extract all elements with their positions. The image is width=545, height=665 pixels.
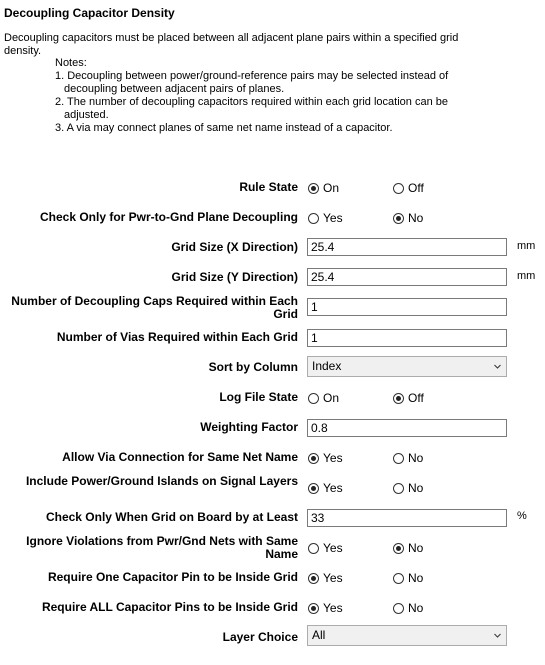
rule-state-label: Rule State xyxy=(239,180,298,194)
note-3: 3. A via may connect planes of same net name instead of a capacitor. xyxy=(55,122,393,134)
row-include-islands xyxy=(0,474,545,502)
ignore-viol-label: Ignore Violations from Pwr/Gnd Nets with Same Name xyxy=(26,534,298,561)
radio-selected-icon xyxy=(308,483,319,494)
page-title: Decoupling Capacitor Density xyxy=(4,6,175,20)
radio-unselected-icon xyxy=(393,183,404,194)
radio-unselected-icon xyxy=(308,543,319,554)
grid-y-input[interactable]: 25.4 xyxy=(307,268,507,286)
row-one-pin xyxy=(0,564,545,592)
row-num-caps xyxy=(0,294,545,322)
allow-via-yes-radio[interactable]: Yes xyxy=(308,451,343,465)
num-caps-label: Number of Decoupling Caps Required within Each Grid xyxy=(11,294,298,321)
radio-unselected-icon xyxy=(393,603,404,614)
row-log-file xyxy=(0,384,545,412)
sort-by-select[interactable] xyxy=(307,356,507,377)
all-pins-no-radio[interactable]: No xyxy=(393,601,423,615)
rule-state-off-radio[interactable]: Off xyxy=(393,181,424,195)
chevron-down-icon xyxy=(494,363,501,370)
row-grid-x xyxy=(0,234,545,262)
layer-choice-label: Layer Choice xyxy=(222,630,298,644)
note-2: 2. The number of decoupling capacitors required within each grid location can be xyxy=(55,96,448,108)
grid-x-input[interactable]: 25.4 xyxy=(307,238,507,256)
ignore-viol-no-radio[interactable]: No xyxy=(393,541,423,555)
note-1-cont: decoupling between adjacent pairs of planes. xyxy=(64,83,285,95)
radio-selected-icon xyxy=(393,543,404,554)
radio-unselected-icon xyxy=(393,483,404,494)
include-islands-no-radio[interactable]: No xyxy=(393,481,423,495)
ignore-viol-yes-radio[interactable]: Yes xyxy=(308,541,343,555)
rule-state-on-radio[interactable]: On xyxy=(308,181,339,195)
row-ignore-viol xyxy=(0,534,545,562)
radio-selected-icon xyxy=(393,393,404,404)
one-pin-label: Require One Capacitor Pin to be Inside Grid xyxy=(47,570,298,584)
note-2-cont: adjusted. xyxy=(64,109,109,121)
one-pin-no-radio[interactable]: No xyxy=(393,571,423,585)
all-pins-label: Require ALL Capacitor Pins to be Inside Grid xyxy=(41,600,298,614)
radio-selected-icon xyxy=(308,603,319,614)
row-allow-via xyxy=(0,444,545,472)
sort-by-value: Index xyxy=(312,359,342,373)
row-all-pins xyxy=(0,594,545,622)
num-vias-input[interactable]: 1 xyxy=(307,329,507,347)
grid-y-unit: mm xyxy=(517,270,536,282)
description: Decoupling capacitors must be placed between all adjacent plane pairs within a specified grid density. xyxy=(4,32,459,57)
allow-via-label: Allow Via Connection for Same Net Name xyxy=(62,450,298,464)
weighting-label: Weighting Factor xyxy=(200,420,298,434)
include-islands-yes-radio[interactable]: Yes xyxy=(308,481,343,495)
allow-via-no-radio[interactable]: No xyxy=(393,451,423,465)
weighting-input[interactable]: 0.8 xyxy=(307,419,507,437)
check-grid-input[interactable]: 33 xyxy=(307,509,507,527)
layer-choice-value: All xyxy=(312,628,326,642)
radio-unselected-icon xyxy=(308,393,319,404)
chevron-down-icon xyxy=(494,632,501,639)
radio-selected-icon xyxy=(308,183,319,194)
row-rule-state xyxy=(0,174,545,202)
sort-by-label: Sort by Column xyxy=(208,360,298,374)
notes-label: Notes: xyxy=(55,57,87,69)
radio-selected-icon xyxy=(308,453,319,464)
row-check-grid xyxy=(0,504,545,532)
grid-x-unit: mm xyxy=(517,240,536,252)
row-weighting xyxy=(0,414,545,442)
log-file-label: Log File State xyxy=(219,390,298,404)
num-caps-input[interactable]: 1 xyxy=(307,298,507,316)
row-check-pwr-gnd xyxy=(0,204,545,232)
grid-x-label: Grid Size (X Direction) xyxy=(171,240,298,254)
radio-selected-icon xyxy=(308,573,319,584)
log-file-on-radio[interactable]: On xyxy=(308,391,339,405)
grid-y-label: Grid Size (Y Direction) xyxy=(171,270,298,284)
all-pins-yes-radio[interactable]: Yes xyxy=(308,601,343,615)
row-layer-choice xyxy=(0,624,545,652)
row-num-vias xyxy=(0,324,545,352)
note-1: 1. Decoupling between power/ground-reference pairs may be selected instead of xyxy=(55,70,449,82)
notes-block xyxy=(55,57,448,135)
radio-selected-icon xyxy=(393,213,404,224)
layer-choice-select[interactable] xyxy=(307,625,507,646)
radio-unselected-icon xyxy=(308,213,319,224)
check-pwr-gnd-no-radio[interactable]: No xyxy=(393,211,423,225)
log-file-off-radio[interactable]: Off xyxy=(393,391,424,405)
include-islands-label: Include Power/Ground Islands on Signal Layers xyxy=(25,474,298,488)
check-pwr-gnd-yes-radio[interactable]: Yes xyxy=(308,211,343,225)
row-grid-y xyxy=(0,264,545,292)
check-pwr-gnd-label: Check Only for Pwr-to-Gnd Plane Decoupling xyxy=(39,210,298,224)
radio-unselected-icon xyxy=(393,453,404,464)
one-pin-yes-radio[interactable]: Yes xyxy=(308,571,343,585)
check-grid-label: Check Only When Grid on Board by at Least xyxy=(45,510,298,524)
row-sort-by xyxy=(0,354,545,382)
radio-unselected-icon xyxy=(393,573,404,584)
check-grid-unit: % xyxy=(517,510,527,522)
num-vias-label: Number of Vias Required within Each Grid xyxy=(56,330,298,344)
